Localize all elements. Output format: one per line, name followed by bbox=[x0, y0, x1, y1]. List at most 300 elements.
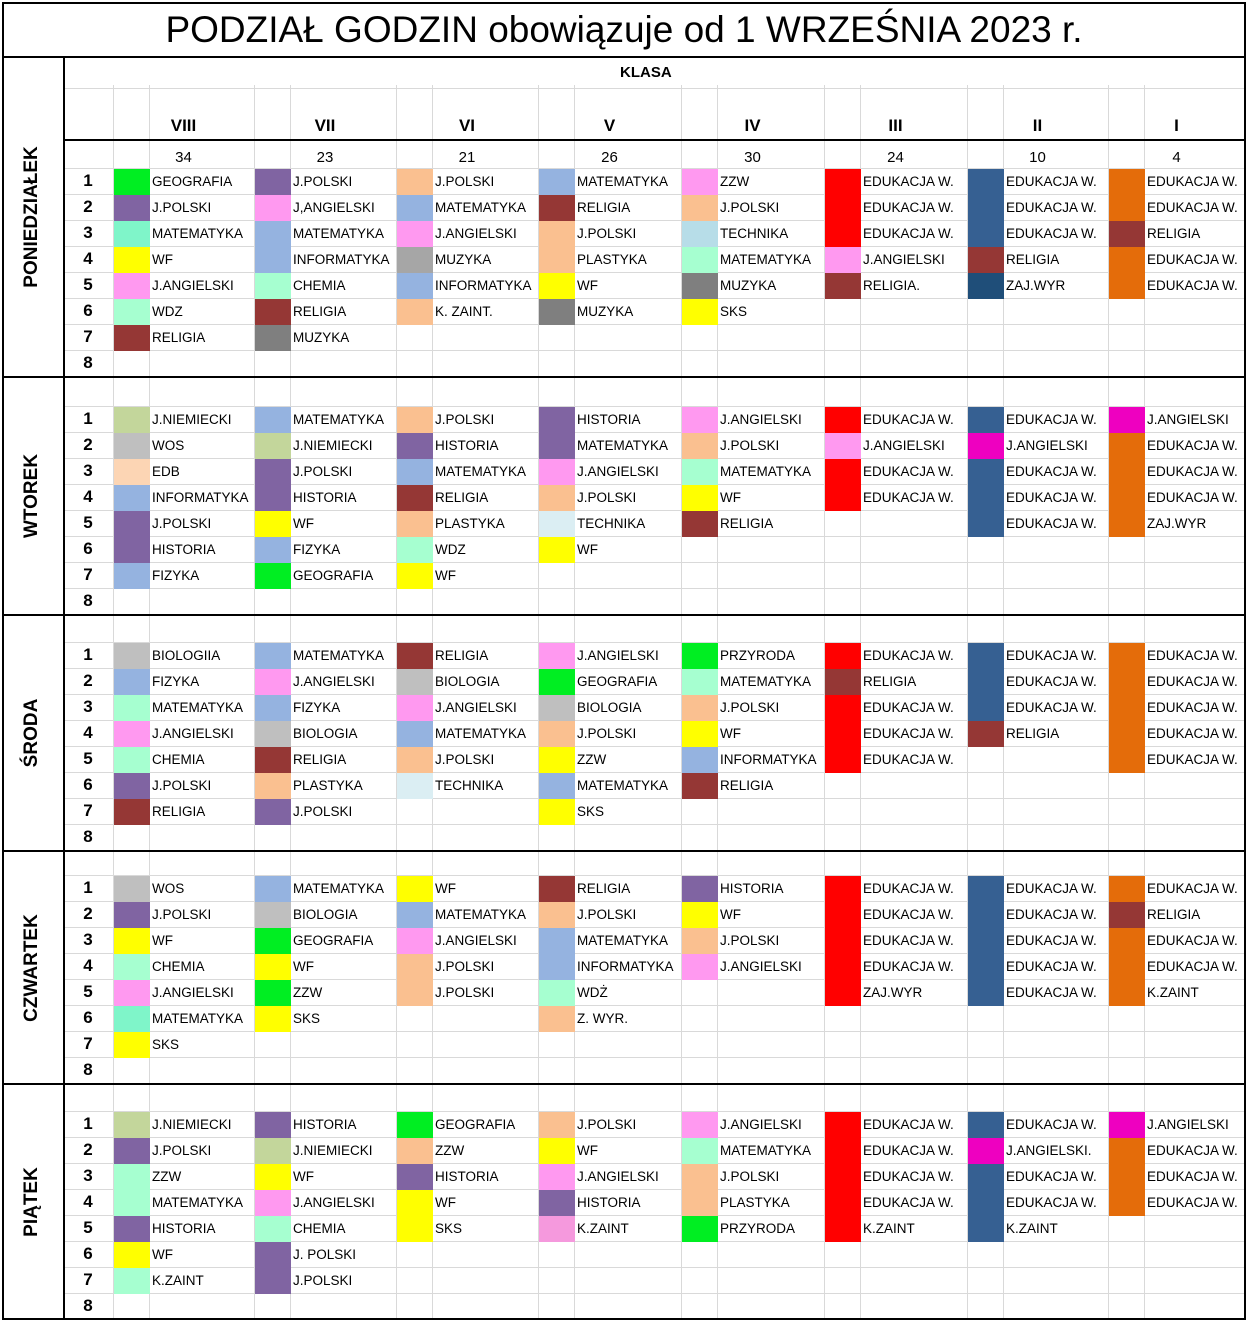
lesson-label: EDUKACJA W. bbox=[1147, 648, 1238, 663]
lesson-color-swatch bbox=[539, 407, 575, 433]
lesson-color-swatch bbox=[255, 273, 291, 299]
lesson-color-swatch bbox=[255, 433, 291, 459]
lesson-color-swatch bbox=[397, 407, 433, 433]
lesson-label: J.ANGIELSKI bbox=[293, 1195, 375, 1210]
lesson-label: EDUKACJA W. bbox=[863, 1143, 954, 1158]
lesson-color-swatch bbox=[397, 721, 433, 747]
lesson-label: J.POLSKI bbox=[152, 778, 212, 793]
hour-number: 4 bbox=[83, 723, 93, 742]
lesson-label: MATEMATYKA bbox=[577, 778, 669, 793]
lesson-label: J.POLSKI bbox=[720, 200, 780, 215]
lesson-color-swatch bbox=[825, 1138, 861, 1164]
lesson-label: GEOGRAFIA bbox=[577, 674, 658, 689]
lesson-color-swatch bbox=[255, 902, 291, 928]
lesson-label: RELIGIA. bbox=[863, 278, 921, 293]
hour-number: 6 bbox=[83, 1008, 93, 1027]
lesson-label: MATEMATYKA bbox=[152, 1011, 244, 1026]
grid-line bbox=[1108, 140, 1109, 168]
lesson-label: EDUKACJA W. bbox=[1006, 959, 1097, 974]
lesson-color-swatch bbox=[539, 1138, 575, 1164]
lesson-color-swatch bbox=[825, 485, 861, 511]
lesson-color-swatch bbox=[255, 876, 291, 902]
lesson-label: EDUKACJA W. bbox=[863, 726, 954, 741]
lesson-color-swatch bbox=[397, 221, 433, 247]
lesson-color-swatch bbox=[825, 433, 861, 459]
hour-number: 4 bbox=[83, 249, 93, 268]
class-name: VIII bbox=[170, 116, 197, 135]
lesson-color-swatch bbox=[1109, 695, 1145, 721]
lesson-color-swatch bbox=[397, 1138, 433, 1164]
lesson-color-swatch bbox=[397, 459, 433, 485]
lesson-label: J.ANGIELSKI bbox=[152, 726, 234, 741]
lesson-color-swatch bbox=[825, 669, 861, 695]
lesson-color-swatch bbox=[255, 247, 291, 273]
lesson-label: PLASTYKA bbox=[293, 778, 363, 793]
lesson-color-swatch bbox=[114, 1216, 150, 1242]
lesson-color-swatch bbox=[825, 876, 861, 902]
lesson-color-swatch bbox=[114, 169, 150, 195]
lesson-color-swatch bbox=[397, 1216, 433, 1242]
lesson-color-swatch bbox=[1109, 980, 1145, 1006]
lesson-label: WF bbox=[152, 933, 173, 948]
lesson-label: MATEMATYKA bbox=[293, 412, 385, 427]
lesson-label: HISTORIA bbox=[720, 881, 784, 896]
lesson-color-swatch bbox=[255, 1242, 291, 1268]
lesson-color-swatch bbox=[255, 747, 291, 773]
lesson-label: EDUKACJA W. bbox=[1006, 1117, 1097, 1132]
lesson-color-swatch bbox=[682, 902, 718, 928]
lesson-label: EDUKACJA W. bbox=[1147, 700, 1238, 715]
grid-line bbox=[113, 140, 114, 168]
lesson-color-swatch bbox=[255, 195, 291, 221]
lesson-color-swatch bbox=[1109, 643, 1145, 669]
lesson-color-swatch bbox=[539, 511, 575, 537]
hour-number: 6 bbox=[83, 1244, 93, 1263]
lesson-color-swatch bbox=[539, 747, 575, 773]
hour-number: 8 bbox=[83, 827, 93, 846]
lesson-color-swatch bbox=[825, 407, 861, 433]
lesson-label: EDUKACJA W. bbox=[1147, 881, 1238, 896]
lesson-label: EDUKACJA W. bbox=[863, 648, 954, 663]
lesson-color-swatch bbox=[682, 1112, 718, 1138]
lesson-label: EDUKACJA W. bbox=[863, 700, 954, 715]
lesson-color-swatch bbox=[114, 1164, 150, 1190]
lesson-label: BIOLOGIA bbox=[293, 726, 358, 741]
lesson-label: EDUKACJA W. bbox=[863, 933, 954, 948]
lesson-color-swatch bbox=[968, 195, 1004, 221]
lesson-label: ZZW bbox=[720, 174, 750, 189]
lesson-color-swatch bbox=[968, 695, 1004, 721]
hour-number: 3 bbox=[83, 461, 93, 480]
lesson-label: INFORMATYKA bbox=[435, 278, 532, 293]
lesson-label: EDUKACJA W. bbox=[1006, 174, 1097, 189]
lesson-label: J.POLSKI bbox=[435, 959, 495, 974]
lesson-color-swatch bbox=[968, 643, 1004, 669]
grid-line bbox=[64, 88, 1245, 89]
lesson-color-swatch bbox=[539, 1190, 575, 1216]
lesson-color-swatch bbox=[397, 980, 433, 1006]
lesson-color-swatch bbox=[114, 195, 150, 221]
lesson-label: K.ZAINT bbox=[1147, 985, 1199, 1000]
lesson-label: EDUKACJA W. bbox=[1006, 648, 1097, 663]
lesson-label: RELIGIA bbox=[1147, 907, 1201, 922]
hour-number: 8 bbox=[83, 591, 93, 610]
lesson-color-swatch bbox=[397, 876, 433, 902]
lesson-label: EDUKACJA W. bbox=[1147, 200, 1238, 215]
hour-number: 2 bbox=[83, 1140, 93, 1159]
lesson-color-swatch bbox=[968, 221, 1004, 247]
lesson-label: WF bbox=[293, 1169, 314, 1184]
lesson-label: PRZYRODA bbox=[720, 648, 796, 663]
hour-number: 8 bbox=[83, 1060, 93, 1079]
lesson-color-swatch bbox=[539, 954, 575, 980]
lesson-label: EDUKACJA W. bbox=[1006, 516, 1097, 531]
lesson-color-swatch bbox=[682, 954, 718, 980]
lesson-color-swatch bbox=[825, 1190, 861, 1216]
lesson-label: J.ANGIELSKI bbox=[577, 648, 659, 663]
lesson-label: PRZYRODA bbox=[720, 1221, 796, 1236]
lesson-label: ZZW bbox=[152, 1169, 182, 1184]
lesson-color-swatch bbox=[397, 433, 433, 459]
lesson-label: SKS bbox=[720, 304, 748, 319]
lesson-label: WF bbox=[720, 726, 741, 741]
lesson-label: SKS bbox=[577, 804, 605, 819]
lesson-color-swatch bbox=[397, 247, 433, 273]
lesson-color-swatch bbox=[682, 169, 718, 195]
lesson-label: MATEMATYKA bbox=[577, 933, 669, 948]
hour-number: 8 bbox=[83, 1296, 93, 1315]
hour-number: 5 bbox=[83, 513, 93, 532]
lesson-label: RELIGIA bbox=[1006, 726, 1060, 741]
lesson-label: RELIGIA bbox=[577, 881, 631, 896]
lesson-color-swatch bbox=[539, 299, 575, 325]
lesson-label: EDUKACJA W. bbox=[1006, 1195, 1097, 1210]
lesson-color-swatch bbox=[539, 537, 575, 563]
lesson-color-swatch bbox=[968, 928, 1004, 954]
lesson-label: MATEMATYKA bbox=[720, 252, 812, 267]
lesson-label: J.POLSKI bbox=[577, 726, 637, 741]
lesson-color-swatch bbox=[1109, 511, 1145, 537]
lesson-label: J.POLSKI bbox=[152, 516, 212, 531]
lesson-label: J.POLSKI bbox=[435, 752, 495, 767]
lesson-color-swatch bbox=[114, 273, 150, 299]
lesson-label: K.ZAINT bbox=[863, 1221, 915, 1236]
lesson-color-swatch bbox=[539, 195, 575, 221]
lesson-label: HISTORIA bbox=[152, 1221, 216, 1236]
lesson-color-swatch bbox=[539, 928, 575, 954]
lesson-color-swatch bbox=[539, 247, 575, 273]
lesson-label: J.ANGIELSKI bbox=[435, 700, 517, 715]
lesson-label: RELIGIA bbox=[1006, 252, 1060, 267]
lesson-label: J.ANGIELSKI bbox=[1147, 412, 1229, 427]
lesson-label: EDUKACJA W. bbox=[1006, 412, 1097, 427]
hour-number: 1 bbox=[83, 878, 93, 897]
lesson-label: WF bbox=[293, 959, 314, 974]
day-label: WTOREK bbox=[21, 453, 42, 539]
lesson-color-swatch bbox=[539, 773, 575, 799]
hour-number: 5 bbox=[83, 1218, 93, 1237]
lesson-color-swatch bbox=[255, 980, 291, 1006]
lesson-color-swatch bbox=[397, 695, 433, 721]
lesson-color-swatch bbox=[968, 407, 1004, 433]
class-student-count: 30 bbox=[744, 149, 761, 166]
lesson-label: WF bbox=[577, 542, 598, 557]
lesson-color-swatch bbox=[114, 1268, 150, 1294]
lesson-label: J.ANGIELSKI bbox=[863, 438, 945, 453]
lesson-label: BIOLOGIA bbox=[577, 700, 642, 715]
lesson-label: J.ANGIELSKI bbox=[863, 252, 945, 267]
lesson-color-swatch bbox=[114, 669, 150, 695]
lesson-label: CHEMIA bbox=[293, 1221, 346, 1236]
frame-border bbox=[63, 56, 65, 1320]
lesson-color-swatch bbox=[114, 643, 150, 669]
grid-line bbox=[824, 88, 825, 140]
hour-number: 3 bbox=[83, 1166, 93, 1185]
lesson-label: J.POLSKI bbox=[720, 933, 780, 948]
lesson-color-swatch bbox=[255, 773, 291, 799]
lesson-label: EDUKACJA W. bbox=[1147, 674, 1238, 689]
lesson-color-swatch bbox=[255, 695, 291, 721]
lesson-label: J.NIEMIECKI bbox=[293, 438, 373, 453]
lesson-color-swatch bbox=[114, 1112, 150, 1138]
lesson-color-swatch bbox=[539, 1112, 575, 1138]
lesson-color-swatch bbox=[825, 643, 861, 669]
class-name: II bbox=[1032, 116, 1043, 135]
lesson-color-swatch bbox=[825, 221, 861, 247]
grid-line bbox=[538, 140, 539, 168]
lesson-label: EDUKACJA W. bbox=[1147, 252, 1238, 267]
lesson-color-swatch bbox=[397, 169, 433, 195]
lesson-color-swatch bbox=[397, 954, 433, 980]
lesson-label: MUZYKA bbox=[577, 304, 634, 319]
lesson-color-swatch bbox=[825, 721, 861, 747]
lesson-color-swatch bbox=[1109, 221, 1145, 247]
lesson-label: EDUKACJA W. bbox=[1006, 226, 1097, 241]
lesson-color-swatch bbox=[114, 485, 150, 511]
lesson-color-swatch bbox=[682, 299, 718, 325]
lesson-label: J.ANGIELSKI bbox=[152, 278, 234, 293]
lesson-label: J.POLSKI bbox=[577, 907, 637, 922]
lesson-label: ZAJ.WYR bbox=[1006, 278, 1066, 293]
lesson-color-swatch bbox=[255, 1138, 291, 1164]
lesson-label: EDUKACJA W. bbox=[863, 1117, 954, 1132]
lesson-color-swatch bbox=[397, 902, 433, 928]
lesson-label: J.POLSKI bbox=[577, 226, 637, 241]
lesson-color-swatch bbox=[255, 1268, 291, 1294]
grid-line bbox=[396, 88, 397, 140]
class-name: V bbox=[603, 116, 616, 135]
lesson-color-swatch bbox=[539, 721, 575, 747]
lesson-label: WF bbox=[435, 881, 456, 896]
lesson-color-swatch bbox=[968, 273, 1004, 299]
day-separator bbox=[2, 376, 1246, 378]
lesson-color-swatch bbox=[1109, 928, 1145, 954]
lesson-color-swatch bbox=[397, 563, 433, 589]
lesson-label: J.ANGIELSKI bbox=[577, 464, 659, 479]
lesson-color-swatch bbox=[682, 1164, 718, 1190]
grid-line bbox=[396, 140, 397, 168]
lesson-color-swatch bbox=[1109, 169, 1145, 195]
lesson-color-swatch bbox=[682, 1138, 718, 1164]
lesson-label: HISTORIA bbox=[293, 490, 357, 505]
lesson-label: TECHNIKA bbox=[577, 516, 646, 531]
lesson-color-swatch bbox=[397, 669, 433, 695]
lesson-color-swatch bbox=[1109, 747, 1145, 773]
lesson-label: FIZYKA bbox=[293, 700, 341, 715]
lesson-label: EDUKACJA W. bbox=[863, 412, 954, 427]
lesson-label: EDUKACJA W. bbox=[1006, 985, 1097, 1000]
page-title: PODZIAŁ GODZIN obowiązuje od 1 WRZEŚNIA 2023 r. bbox=[165, 9, 1083, 50]
lesson-label: WF bbox=[577, 1143, 598, 1158]
lesson-label: PLASTYKA bbox=[577, 252, 647, 267]
hour-number: 3 bbox=[83, 930, 93, 949]
lesson-label: WF bbox=[293, 516, 314, 531]
lesson-color-swatch bbox=[114, 980, 150, 1006]
lesson-label: J.POLSKI bbox=[152, 200, 212, 215]
hour-number: 2 bbox=[83, 197, 93, 216]
lesson-color-swatch bbox=[825, 954, 861, 980]
lesson-label: HISTORIA bbox=[435, 438, 499, 453]
lesson-label: BIOLOGIA bbox=[293, 907, 358, 922]
lesson-color-swatch bbox=[255, 511, 291, 537]
class-student-count: 21 bbox=[458, 149, 476, 166]
hour-number: 1 bbox=[83, 1114, 93, 1133]
lesson-color-swatch bbox=[114, 563, 150, 589]
lesson-color-swatch bbox=[114, 459, 150, 485]
grid-line bbox=[967, 88, 968, 140]
lesson-color-swatch bbox=[825, 902, 861, 928]
lesson-label: J.POLSKI bbox=[293, 1273, 353, 1288]
lesson-label: MATEMATYKA bbox=[435, 907, 527, 922]
lesson-color-swatch bbox=[968, 1216, 1004, 1242]
frame-border bbox=[64, 139, 1245, 141]
class-student-count: 23 bbox=[316, 149, 334, 166]
lesson-label: J.ANGIELSKI. bbox=[1006, 1143, 1092, 1158]
lesson-label: J,ANGIELSKI bbox=[293, 200, 375, 215]
lesson-color-swatch bbox=[397, 511, 433, 537]
lesson-label: TECHNIKA bbox=[720, 226, 789, 241]
lesson-label: INFORMATYKA bbox=[577, 959, 674, 974]
lesson-label: J.POLSKI bbox=[293, 464, 353, 479]
lesson-label: EDUKACJA W. bbox=[1147, 438, 1238, 453]
hour-number: 4 bbox=[83, 956, 93, 975]
lesson-label: INFORMATYKA bbox=[720, 752, 817, 767]
lesson-label: J.ANGIELSKI bbox=[720, 959, 802, 974]
klasa-header: KLASA bbox=[620, 64, 672, 81]
lesson-label: MATEMATYKA bbox=[293, 881, 385, 896]
lesson-label: RELIGIA bbox=[1147, 226, 1201, 241]
lesson-color-swatch bbox=[539, 433, 575, 459]
lesson-color-swatch bbox=[1109, 876, 1145, 902]
lesson-color-swatch bbox=[397, 1190, 433, 1216]
lesson-label: Z. WYR. bbox=[577, 1011, 628, 1026]
lesson-label: WDŻ bbox=[577, 985, 608, 1000]
lesson-color-swatch bbox=[1109, 195, 1145, 221]
lesson-label: MATEMATYKA bbox=[720, 464, 812, 479]
lesson-label: EDUKACJA W. bbox=[1147, 174, 1238, 189]
lesson-label: J. POLSKI bbox=[293, 1247, 357, 1262]
lesson-color-swatch bbox=[825, 928, 861, 954]
lesson-color-swatch bbox=[682, 433, 718, 459]
lesson-color-swatch bbox=[397, 273, 433, 299]
lesson-color-swatch bbox=[255, 563, 291, 589]
lesson-label: J.POLSKI bbox=[720, 438, 780, 453]
grid-line bbox=[824, 140, 825, 168]
lesson-label: WF bbox=[720, 907, 741, 922]
lesson-color-swatch bbox=[968, 1138, 1004, 1164]
lesson-color-swatch bbox=[825, 980, 861, 1006]
day-separator bbox=[2, 850, 1246, 852]
lesson-label: ZAJ.WYR bbox=[863, 985, 923, 1000]
lesson-label: K.ZAINT bbox=[1006, 1221, 1058, 1236]
lesson-color-swatch bbox=[1109, 1112, 1145, 1138]
lesson-label: GEOGRAFIA bbox=[293, 933, 374, 948]
frame-border bbox=[2, 2, 1246, 4]
lesson-label: CHEMIA bbox=[152, 752, 205, 767]
grid-line bbox=[254, 88, 255, 140]
class-student-count: 24 bbox=[887, 149, 904, 166]
lesson-label: HISTORIA bbox=[435, 1169, 499, 1184]
lesson-color-swatch bbox=[114, 1190, 150, 1216]
lesson-color-swatch bbox=[255, 325, 291, 351]
lesson-label: EDUKACJA W. bbox=[1147, 752, 1238, 767]
lesson-label: ZAJ.WYR bbox=[1147, 516, 1207, 531]
lesson-label: J.ANGIELSKI bbox=[435, 933, 517, 948]
lesson-label: EDUKACJA W. bbox=[863, 752, 954, 767]
lesson-label: GEOGRAFIA bbox=[293, 568, 374, 583]
hour-number: 7 bbox=[83, 565, 93, 584]
lesson-label: SKS bbox=[435, 1221, 463, 1236]
lesson-label: EDUKACJA W. bbox=[863, 881, 954, 896]
class-student-count: 10 bbox=[1029, 149, 1046, 166]
hour-number: 5 bbox=[83, 982, 93, 1001]
lesson-label: HISTORIA bbox=[577, 412, 641, 427]
hour-number: 1 bbox=[83, 171, 93, 190]
lesson-label: J.POLSKI bbox=[435, 174, 495, 189]
lesson-label: INFORMATYKA bbox=[152, 490, 249, 505]
class-name: VI bbox=[458, 116, 476, 135]
lesson-color-swatch bbox=[682, 669, 718, 695]
lesson-color-swatch bbox=[539, 1216, 575, 1242]
lesson-color-swatch bbox=[114, 1242, 150, 1268]
lesson-label: WF bbox=[152, 1247, 173, 1262]
lesson-color-swatch bbox=[114, 1138, 150, 1164]
grid-line bbox=[967, 140, 968, 168]
lesson-color-swatch bbox=[114, 247, 150, 273]
day-label: CZWARTEK bbox=[21, 913, 42, 1022]
lesson-label: MATEMATYKA bbox=[293, 226, 385, 241]
lesson-label: MATEMATYKA bbox=[435, 726, 527, 741]
lesson-label: MUZYKA bbox=[293, 330, 350, 345]
lesson-color-swatch bbox=[114, 537, 150, 563]
lesson-label: MATEMATYKA bbox=[720, 1143, 812, 1158]
lesson-color-swatch bbox=[539, 485, 575, 511]
lesson-color-swatch bbox=[825, 1216, 861, 1242]
lesson-color-swatch bbox=[255, 643, 291, 669]
lesson-color-swatch bbox=[397, 1112, 433, 1138]
lesson-color-swatch bbox=[114, 433, 150, 459]
lesson-label: EDB bbox=[152, 464, 180, 479]
lesson-label: FIZYKA bbox=[152, 568, 200, 583]
lesson-label: MATEMATYKA bbox=[152, 1195, 244, 1210]
lesson-color-swatch bbox=[255, 407, 291, 433]
grid-line bbox=[1108, 88, 1109, 140]
lesson-label: MATEMATYKA bbox=[577, 174, 669, 189]
lesson-label: EDUKACJA W. bbox=[1147, 1143, 1238, 1158]
lesson-label: RELIGIA bbox=[293, 304, 347, 319]
hour-number: 7 bbox=[83, 1270, 93, 1289]
lesson-label: HISTORIA bbox=[152, 542, 216, 557]
